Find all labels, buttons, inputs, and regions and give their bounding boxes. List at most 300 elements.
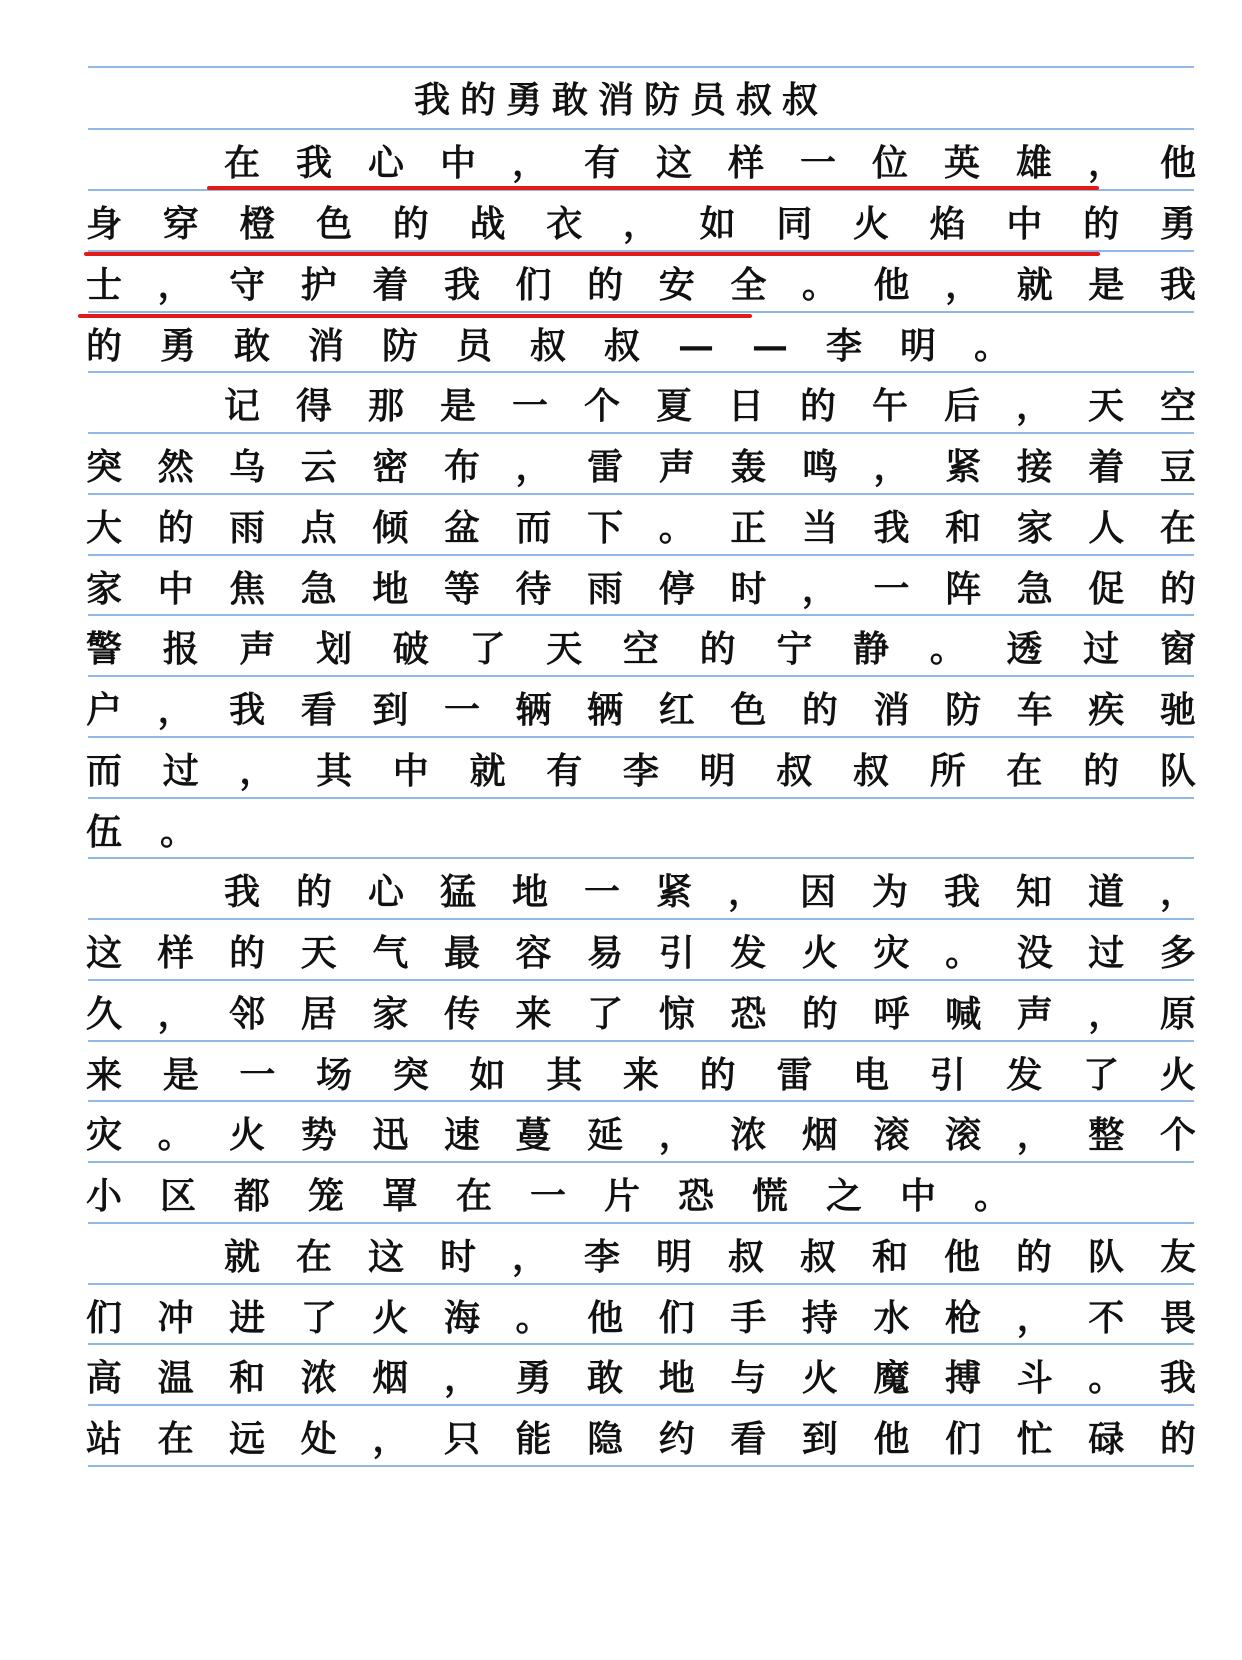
character: 战 [469,203,506,245]
character: 整 [1088,1114,1125,1156]
character: 中 [1006,203,1043,245]
character: ， [443,1357,480,1399]
character: 。 [515,1297,552,1339]
character: 慌 [751,1175,788,1217]
character: 警 [85,628,122,670]
character: 划 [316,628,353,670]
character: 心 [367,142,404,184]
character: 防 [945,689,982,731]
character: 时 [730,568,767,610]
character: 约 [658,1418,695,1460]
character: 速 [443,1114,480,1156]
character: 看 [300,689,337,731]
character: 焦 [229,568,266,610]
character: 就 [223,1236,260,1278]
character: 了 [587,993,624,1035]
character: 地 [372,568,409,610]
character: 声 [658,446,695,488]
character: 敢 [587,1357,624,1399]
text-line [84,801,1198,859]
character: 中 [439,142,476,184]
character: 穿 [162,203,199,245]
character: 英 [943,142,980,184]
character: 过 [162,750,199,792]
character: 橙 [239,203,276,245]
character: 其 [546,1054,583,1096]
character: 浓 [730,1114,767,1156]
character: 突 [392,1054,429,1096]
character: 李 [583,1236,620,1278]
character: 勇 [515,1357,552,1399]
character: 透 [1006,628,1043,670]
character: 队 [1087,1236,1124,1278]
character: 电 [853,1054,890,1096]
character: 疾 [1088,689,1125,731]
character: 来 [622,1054,659,1096]
character: 有 [546,750,583,792]
character: ， [239,750,276,792]
text-line [84,315,1198,373]
character: 这 [367,1236,404,1278]
text-line [84,1408,1198,1466]
character: 是 [439,385,476,427]
character: 的 [699,1054,736,1096]
text-line [84,1044,1198,1102]
character: 持 [801,1297,838,1339]
text-line [84,436,1198,494]
character: 的 [229,932,266,974]
character: 家 [85,568,122,610]
character: 云 [300,446,337,488]
character: 天 [300,932,337,974]
character: ， [1087,142,1124,184]
character: 我 [295,142,332,184]
character: ， [511,1236,548,1278]
character: 后 [943,385,980,427]
character: 然 [157,446,194,488]
character: 蔓 [515,1114,552,1156]
character: 冲 [157,1297,194,1339]
text-line [84,861,1198,919]
character: 鸣 [801,446,838,488]
character: 到 [801,1418,838,1460]
character: 过 [1088,932,1125,974]
character: 而 [515,507,552,549]
character: 因 [799,871,836,913]
character: 雷 [776,1054,813,1096]
character: 盆 [443,507,480,549]
character: 都 [233,1175,270,1217]
character: 友 [1159,1236,1196,1278]
character: 恐 [730,993,767,1035]
character: 窗 [1159,628,1196,670]
character: — [678,325,714,367]
character: 接 [1016,446,1053,488]
character: 停 [658,568,695,610]
character: 惊 [658,993,695,1035]
character: 笼 [307,1175,344,1217]
character: ， [157,689,194,731]
character: ， [727,871,764,913]
character: 容 [515,932,552,974]
character: 着 [372,264,409,306]
character: 明 [655,1236,692,1278]
character: 一 [239,1054,276,1096]
character: 。 [159,811,196,853]
character: 。 [1088,1357,1125,1399]
text-line [84,132,1198,190]
character: 宁 [776,628,813,670]
character: 空 [622,628,659,670]
character: 样 [727,142,764,184]
character: 辆 [587,689,624,731]
character: 消 [307,325,344,367]
text-line [84,618,1198,676]
character: 了 [1083,1054,1120,1096]
character: ， [372,1418,409,1460]
character: 紧 [945,446,982,488]
character: 豆 [1159,446,1196,488]
character: 位 [871,142,908,184]
character: 易 [587,932,624,974]
character: 了 [469,628,506,670]
character: 他 [1159,142,1196,184]
character: 的 [295,871,332,913]
character: 倾 [372,507,409,549]
character: 雨 [587,568,624,610]
character: 这 [655,142,692,184]
character: ， [658,1114,695,1156]
character: 忙 [1016,1418,1053,1460]
character: 进 [229,1297,266,1339]
character: 火 [1159,1054,1196,1096]
character: 罩 [381,1175,418,1217]
character: 浓 [300,1357,337,1399]
character: 在 [1006,750,1043,792]
character: 李 [825,325,862,367]
character: 烟 [801,1114,838,1156]
character: 雄 [1015,142,1052,184]
character: ， [1016,1297,1053,1339]
character: 呼 [873,993,910,1035]
character: 势 [300,1114,337,1156]
character: 是 [162,1054,199,1096]
character: 滚 [873,1114,910,1156]
character: 样 [157,932,194,974]
character: 恐 [677,1175,714,1217]
character: 叔 [799,1236,836,1278]
character: ， [515,446,552,488]
character: 延 [587,1114,624,1156]
character: 报 [162,628,199,670]
character: 火 [801,1357,838,1399]
character: 久 [85,993,122,1035]
character: 他 [873,1418,910,1460]
character: 他 [587,1297,624,1339]
character: 是 [1088,264,1125,306]
text-line [84,558,1198,616]
character: 远 [229,1418,266,1460]
character: 我 [943,871,980,913]
character: 士 [85,264,122,306]
character: 全 [730,264,767,306]
character: 片 [603,1175,640,1217]
character: ， [157,993,194,1035]
character: 声 [1016,993,1053,1035]
character: 发 [1006,1054,1043,1096]
character: 布 [443,446,480,488]
character: 魔 [873,1357,910,1399]
character: 防 [381,325,418,367]
character: 处 [300,1418,337,1460]
character: 家 [372,993,409,1035]
character: 滚 [945,1114,982,1156]
character: 居 [300,993,337,1035]
character: 灾 [85,1114,122,1156]
character: 在 [157,1418,194,1460]
character: 心 [367,871,404,913]
text-line [84,1287,1198,1345]
character: ， [622,203,659,245]
character: 火 [801,932,838,974]
character: 和 [229,1357,266,1399]
character: 我 [229,689,266,731]
character: 。 [658,507,695,549]
character: 与 [730,1357,767,1399]
character: — [752,325,788,367]
character: 记 [223,385,260,427]
character: 的 [801,993,838,1035]
character: 就 [1016,264,1053,306]
character: 们 [658,1297,695,1339]
text-line [84,193,1198,251]
character: 能 [515,1418,552,1460]
character: 在 [1159,507,1196,549]
character: 他 [873,264,910,306]
character: 夏 [655,385,692,427]
character: 中 [157,568,194,610]
character: 迅 [372,1114,409,1156]
character: ， [1159,871,1196,913]
character: 的 [1083,203,1120,245]
character: 而 [85,750,122,792]
character: 午 [871,385,908,427]
character: 叔 [603,325,640,367]
character: 日 [727,385,764,427]
character: 户 [85,689,122,731]
text-line [84,922,1198,980]
character: 促 [1088,568,1125,610]
character: 乌 [229,446,266,488]
character: 天 [546,628,583,670]
ruled-line [88,66,1194,68]
character: 突 [85,446,122,488]
character: 没 [1016,932,1053,974]
character: 着 [1088,446,1125,488]
character: 的 [799,385,836,427]
character: 的 [1159,1418,1196,1460]
text-line [84,1226,1198,1284]
character: ， [945,264,982,306]
character: 的 [1015,1236,1052,1278]
red-underline [78,314,752,318]
character: 猛 [439,871,476,913]
character: 引 [658,932,695,974]
character: 这 [85,932,122,974]
character: 我 [873,507,910,549]
character: 中 [392,750,429,792]
character: 我 [1159,264,1196,306]
character: 灾 [873,932,910,974]
character: 叔 [776,750,813,792]
character: 的 [1083,750,1120,792]
character: 阵 [945,568,982,610]
character: 的 [85,325,122,367]
character: 轰 [730,446,767,488]
character: 急 [300,568,337,610]
character: 明 [899,325,936,367]
character: 红 [658,689,695,731]
character: 。 [929,628,966,670]
character: 车 [1016,689,1053,731]
character: 斗 [1016,1357,1053,1399]
character: 。 [973,325,1010,367]
text-line [84,1347,1198,1405]
character: 有 [583,142,620,184]
character: 隐 [587,1418,624,1460]
character: 他 [943,1236,980,1278]
character: 中 [899,1175,936,1217]
character: 雷 [587,446,624,488]
character: 地 [658,1357,695,1399]
character: 搏 [945,1357,982,1399]
character: 水 [873,1297,910,1339]
character: 其 [316,750,353,792]
character: 护 [300,264,337,306]
character: 辆 [515,689,552,731]
character: 色 [316,203,353,245]
character: 叔 [727,1236,764,1278]
character: 了 [300,1297,337,1339]
character: 急 [1016,568,1053,610]
character: 的 [1159,568,1196,610]
character: 之 [825,1175,862,1217]
red-underline [84,252,1100,256]
character: 的 [801,689,838,731]
character: 勇 [1159,203,1196,245]
character: 静 [853,628,890,670]
character: 过 [1083,628,1120,670]
character: 场 [316,1054,353,1096]
character: 道 [1087,871,1124,913]
text-line [84,375,1198,433]
character: 家 [1016,507,1053,549]
character: 空 [1159,385,1196,427]
character: ， [801,568,838,610]
character: 。 [973,1175,1010,1217]
text-line [84,1104,1198,1162]
character: 员 [455,325,492,367]
character: 明 [699,750,736,792]
character: 雨 [229,507,266,549]
character: 点 [300,507,337,549]
character: 的 [157,507,194,549]
red-underline [207,186,1099,190]
character: 大 [85,507,122,549]
character: 一 [529,1175,566,1217]
text-line [84,679,1198,737]
character: 伍 [85,811,122,853]
character: 个 [1159,1114,1196,1156]
character: 们 [85,1297,122,1339]
character: 如 [469,1054,506,1096]
character: 引 [929,1054,966,1096]
character: 喊 [945,993,982,1035]
character: 当 [801,507,838,549]
character: 驰 [1159,689,1196,731]
character: 勇 [159,325,196,367]
character: ， [511,142,548,184]
character: 最 [443,932,480,974]
character: 海 [443,1297,480,1339]
character: 一 [873,568,910,610]
character: 色 [730,689,767,731]
character: 。 [157,1114,194,1156]
character: ， [1016,1114,1053,1156]
character: 个 [583,385,620,427]
character: 一 [583,871,620,913]
character: 正 [730,507,767,549]
character: 们 [945,1418,982,1460]
character: 声 [239,628,276,670]
character: 衣 [546,203,583,245]
character: 那 [367,385,404,427]
character: 区 [159,1175,196,1217]
character: 火 [853,203,890,245]
character: 我 [223,871,260,913]
character: 我 [1159,1357,1196,1399]
text-line [84,254,1198,312]
character: 破 [392,628,429,670]
character: 守 [229,264,266,306]
character: 叔 [529,325,566,367]
text-line [84,983,1198,1041]
character: 人 [1088,507,1125,549]
character: 所 [929,750,966,792]
character: 只 [443,1418,480,1460]
character: 一 [799,142,836,184]
character: 原 [1159,993,1196,1035]
character: 时 [439,1236,476,1278]
character: 的 [392,203,429,245]
character: 。 [945,932,982,974]
character: 站 [85,1418,122,1460]
character: 和 [871,1236,908,1278]
character: 高 [85,1357,122,1399]
character: 在 [455,1175,492,1217]
character: 为 [871,871,908,913]
character: 枪 [945,1297,982,1339]
character: 身 [85,203,122,245]
character: 天 [1087,385,1124,427]
character: 火 [229,1114,266,1156]
character: 气 [372,932,409,974]
character: 地 [511,871,548,913]
essay-title: 我的勇敢消防员叔叔 [413,79,828,121]
character: 到 [372,689,409,731]
character: 待 [515,568,552,610]
character: 如 [699,203,736,245]
